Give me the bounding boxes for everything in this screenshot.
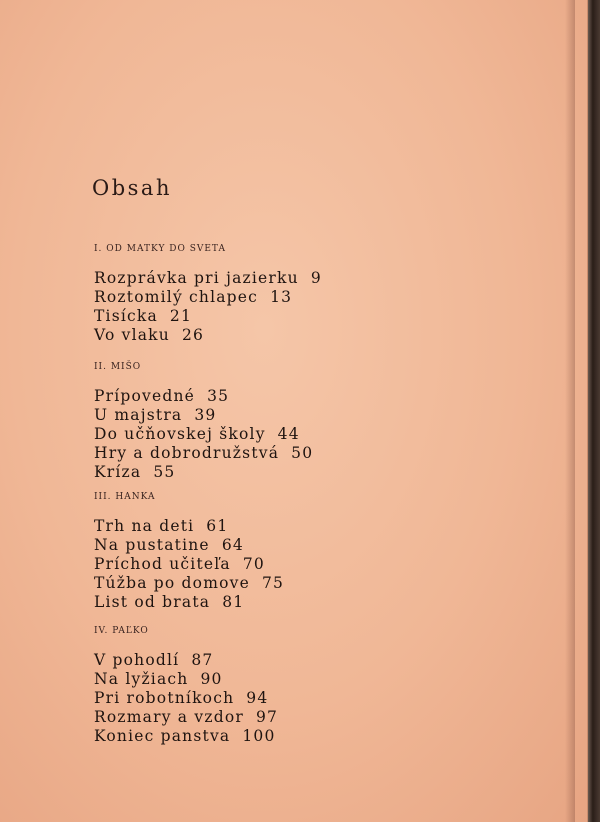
entry-page-number: 21 xyxy=(169,307,193,325)
entry-page-number: 44 xyxy=(277,425,300,443)
entry-page-number: 64 xyxy=(221,536,244,554)
entry-title: Hry a dobrodružstvá xyxy=(94,444,280,462)
toc-entry xyxy=(94,307,322,326)
entry-title: Koniec panstva xyxy=(94,727,231,745)
entry-page-number: 97 xyxy=(255,708,279,726)
entry-page-number: 70 xyxy=(242,555,265,573)
section-heading: III. HANKA xyxy=(94,492,156,502)
entry-title: Túžba po domove xyxy=(94,574,250,592)
toc-entry xyxy=(94,536,284,555)
entry-page-number: 50 xyxy=(291,444,314,462)
section-heading: IV. PAĽKO xyxy=(94,626,149,636)
toc-entry xyxy=(94,727,278,746)
entry-title: Rozprávka pri jazierku xyxy=(94,269,299,287)
toc-entry xyxy=(94,651,278,670)
entry-title: Vo vlaku xyxy=(94,326,170,344)
toc-entry xyxy=(94,444,313,463)
toc-entry xyxy=(94,555,284,574)
toc-entry xyxy=(94,288,322,307)
entry-page-number: 35 xyxy=(207,387,230,405)
entry-title: Pri robotníkoch xyxy=(94,689,235,707)
toc-entry xyxy=(94,670,278,689)
toc-entry xyxy=(94,593,284,612)
entry-title: Kríza xyxy=(94,463,142,481)
entry-page-number: 75 xyxy=(261,574,285,592)
entry-title: Rozmary a vzdor xyxy=(94,708,244,726)
entry-page-number: 94 xyxy=(246,689,269,707)
toc-section-2 xyxy=(94,362,313,482)
toc-entry xyxy=(94,269,322,288)
toc-entry xyxy=(94,689,278,708)
entry-page-number: 13 xyxy=(270,288,293,306)
entry-title: Do učňovskej školy xyxy=(94,425,266,443)
toc-section-1 xyxy=(94,244,322,345)
entry-title: Tisícka xyxy=(94,307,158,325)
toc-section-4 xyxy=(94,626,278,746)
entry-title: Príchod učiteľa xyxy=(94,555,231,573)
toc-entry xyxy=(94,574,284,593)
entry-title: U majstra xyxy=(94,406,183,424)
entry-page-number: 9 xyxy=(310,269,322,287)
toc-entry xyxy=(94,517,284,536)
entry-page-number: 87 xyxy=(191,651,214,669)
entry-page-number: 100 xyxy=(242,727,276,745)
section-heading: I. OD MATKY DO SVETA xyxy=(94,244,226,254)
page-fold-shadow xyxy=(565,0,575,822)
entry-title: Na pustatine xyxy=(94,536,210,554)
toc-entry xyxy=(94,708,278,727)
entry-page-number: 61 xyxy=(206,517,229,535)
entry-title: V pohodlí xyxy=(94,651,180,669)
toc-entry xyxy=(94,425,313,444)
section-heading: II. MIŠO xyxy=(94,362,142,372)
entry-title: List od brata xyxy=(94,593,211,611)
toc-entry xyxy=(94,463,313,482)
entry-page-number: 55 xyxy=(153,463,176,481)
toc-entry xyxy=(94,406,313,425)
entry-page-number: 90 xyxy=(200,670,223,688)
toc-section-3 xyxy=(94,492,284,612)
toc-entry xyxy=(94,387,313,406)
entry-title: Roztomilý chlapec xyxy=(94,288,259,306)
entry-page-number: 81 xyxy=(222,593,245,611)
entry-title: Trh na deti xyxy=(94,517,195,535)
toc-entry xyxy=(94,326,322,345)
page-title: Obsah xyxy=(92,176,172,200)
entry-page-number: 39 xyxy=(194,406,217,424)
entry-page-number: 26 xyxy=(181,326,205,344)
book-edge xyxy=(588,0,600,822)
entry-title: Na lyžiach xyxy=(94,670,189,688)
entry-title: Prípovedné xyxy=(94,387,196,405)
